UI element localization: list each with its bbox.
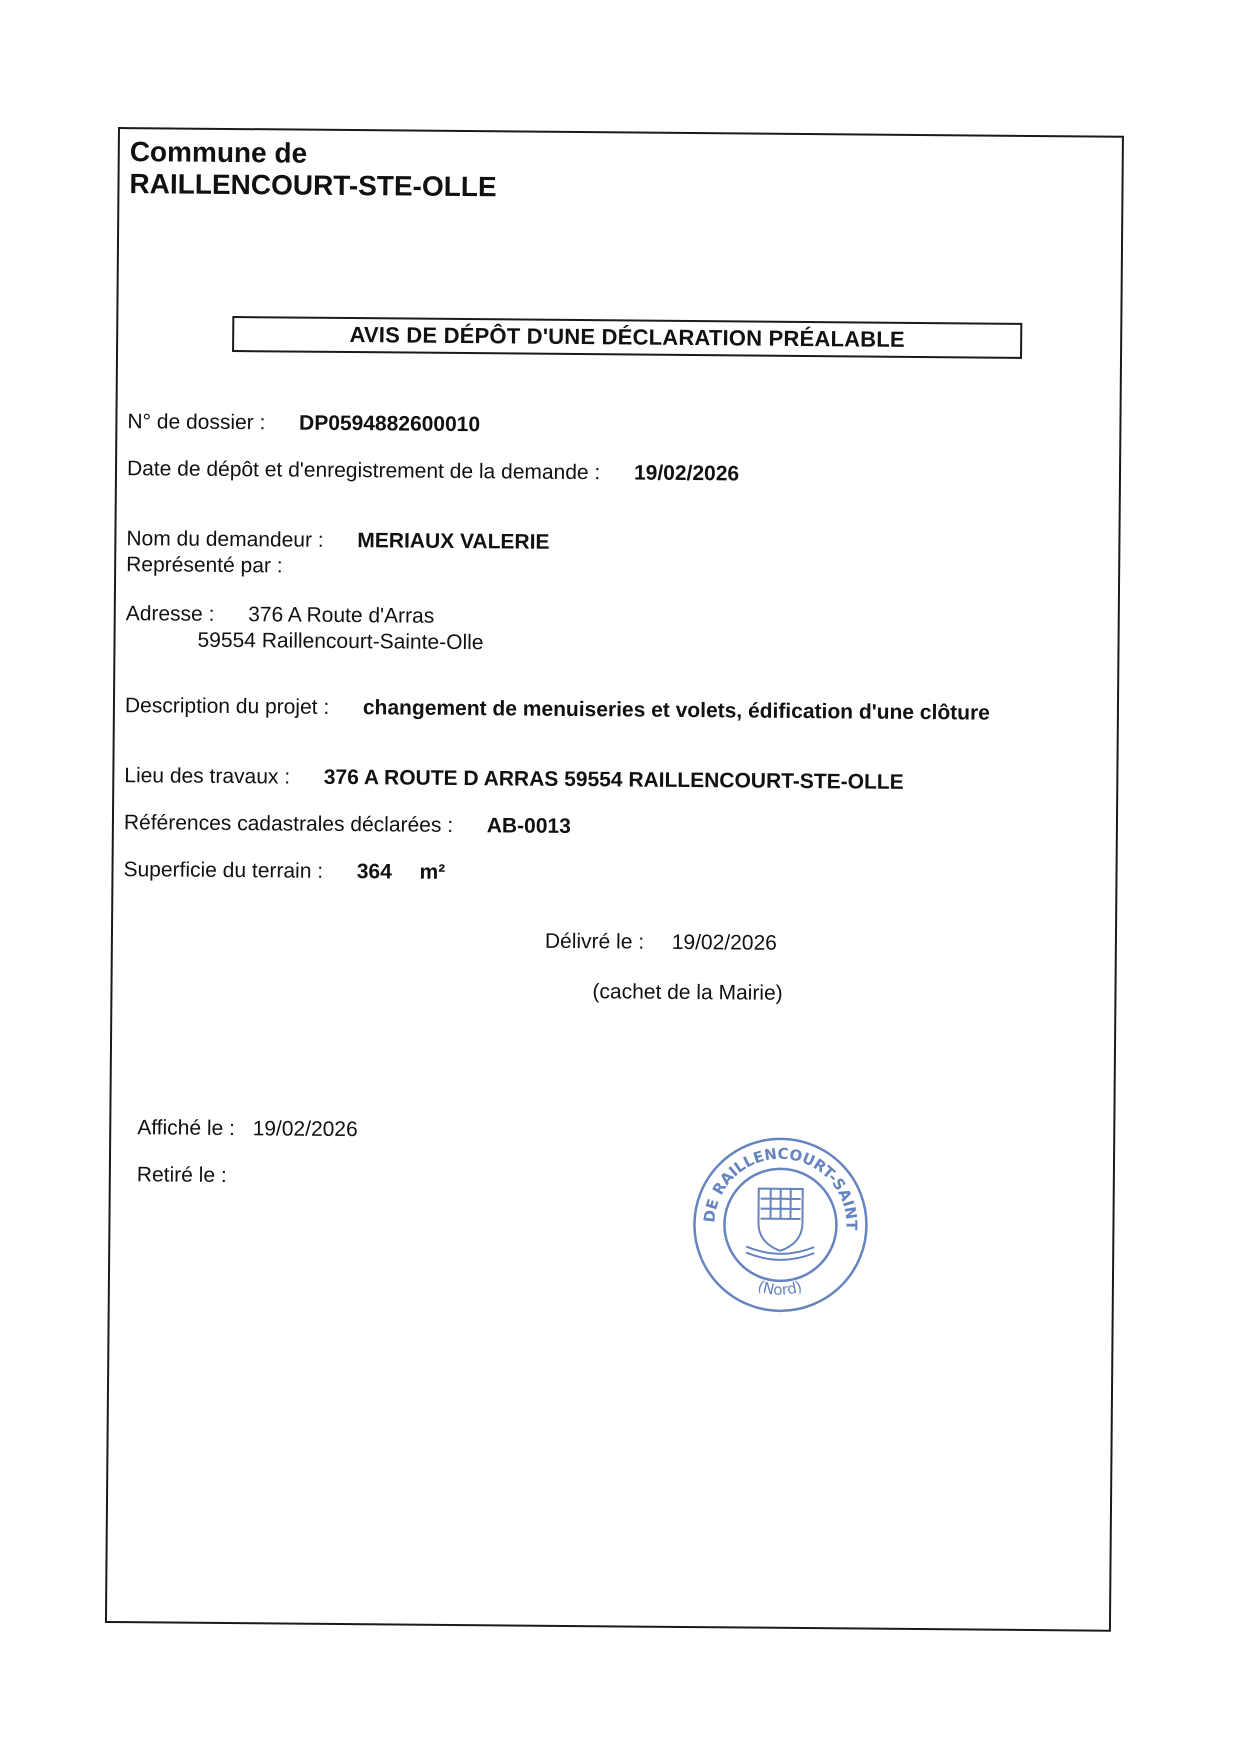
superficie-label: Superficie du terrain : — [123, 858, 324, 883]
adresse-line2-row — [197, 628, 483, 656]
description-value: changement de menuiseries et volets, édification d'une clôture — [362, 696, 990, 725]
stamp-text-top: DE RAILLENCOURT-SAINTE-OLLE — [700, 1144, 861, 1231]
lieu-value: 376 A ROUTE D ARRAS 59554 RAILLENCOURT-STE-OLLE — [323, 765, 904, 794]
represente-label: Représenté par : — [126, 553, 283, 578]
commune-label: Commune de — [129, 136, 308, 169]
mairie-stamp — [690, 1134, 872, 1316]
lieu-label: Lieu des travaux : — [124, 764, 291, 789]
dossier-row — [127, 409, 480, 438]
demandeur-value: MERIAUX VALERIE — [357, 529, 550, 554]
delivre-row — [545, 929, 777, 957]
description-label: Description du projet : — [124, 694, 330, 719]
adresse-line2: 59554 Raillencourt-Sainte-Olle — [197, 628, 484, 655]
superficie-value: 364 — [356, 860, 392, 884]
demandeur-row — [126, 526, 549, 556]
retire-label: Retiré le : — [136, 1163, 227, 1187]
dossier-label: N° de dossier : — [127, 410, 266, 435]
delivre-label: Délivré le : — [544, 929, 645, 954]
cachet-row — [592, 979, 782, 1007]
affiche-value: 19/02/2026 — [252, 1117, 358, 1142]
represente-row — [126, 552, 283, 579]
cadastre-value: AB-0013 — [486, 814, 571, 838]
document-title: AVIS DE DÉPÔT D'UNE DÉCLARATION PRÉALABLE — [349, 322, 905, 352]
retire-row — [137, 1162, 227, 1189]
affiche-label: Affiché le : — [137, 1116, 236, 1141]
affiche-row — [137, 1115, 358, 1143]
cadastre-label: Références cadastrales déclarées : — [123, 811, 454, 837]
delivre-value: 19/02/2026 — [671, 930, 778, 955]
cadastre-row — [124, 810, 571, 840]
cachet-label: (cachet de la Mairie) — [592, 980, 783, 1005]
stamp-text-bottom: (Nord) — [755, 1276, 805, 1299]
adresse-label: Adresse : — [125, 602, 215, 626]
stamp-seal-icon — [690, 1134, 872, 1316]
adresse-line1: 376 A Route d'Arras — [248, 603, 435, 628]
document-frame — [105, 127, 1124, 1632]
lieu-row — [124, 763, 904, 796]
description-row — [125, 693, 990, 727]
superficie-unit: m² — [419, 860, 446, 884]
dossier-value: DP0594882600010 — [298, 411, 481, 437]
superficie-row — [123, 857, 445, 886]
title-box — [232, 316, 1022, 359]
demandeur-label: Nom du demandeur : — [126, 527, 324, 552]
date-depot-label: Date de dépôt et d'enregistrement de la demande : — [126, 457, 601, 485]
commune-name: RAILLENCOURT-STE-OLLE — [129, 168, 497, 203]
adresse-row — [126, 601, 435, 630]
date-depot-row — [127, 456, 739, 487]
date-depot-value: 19/02/2026 — [633, 461, 740, 486]
